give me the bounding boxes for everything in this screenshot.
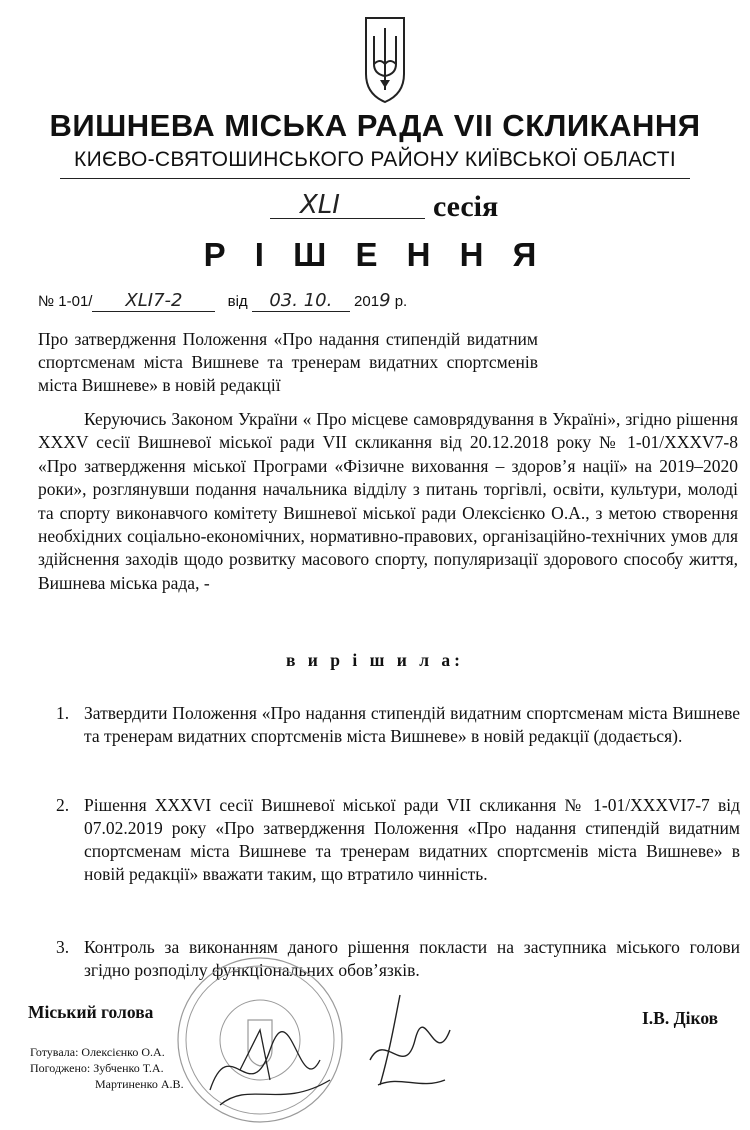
date-prefix: від	[227, 293, 248, 310]
year-digit: 9	[379, 290, 391, 311]
agreed-by-second: Мартиненко А.В.	[95, 1077, 184, 1091]
item-number: 2.	[56, 795, 70, 815]
document-title: Р І Ш Е Н Н Я	[203, 236, 547, 273]
decision-number: XLI7-2	[92, 290, 215, 312]
list-item	[56, 702, 740, 748]
header-divider	[60, 178, 690, 179]
session-underline	[270, 218, 425, 219]
agreed-by: Погоджено: Зубченко Т.А.	[30, 1061, 164, 1075]
item-number: 3.	[56, 937, 70, 957]
item-text: Затвердити Положення «Про надання стипендій видатним спортсменам міста Вишневе та тренерам видатних спортсменів міста Вишневе» в новій редакції (додається).	[84, 703, 740, 746]
decision-number-row	[38, 290, 407, 312]
list-item	[56, 794, 740, 886]
item-number: 1.	[56, 703, 70, 723]
number-prefix: № 1-01/	[38, 293, 93, 310]
resolved-heading: в и р і ш и л а:	[285, 650, 464, 670]
prepared-by: Готувала: Олексієнко О.А.	[30, 1045, 165, 1059]
session-label: сесія	[433, 190, 499, 223]
district-name: КИЄВО-СВЯТОШИНСЬКОГО РАЙОНУ КИЇВСЬКОЇ ОБЛАСТІ	[74, 148, 676, 171]
decision-date: 03. 10.	[252, 290, 350, 312]
council-name: ВИШНЕВА МІСЬКА РАДА VII СКЛИКАННЯ	[49, 108, 701, 143]
signature-scribble-icon	[200, 1010, 340, 1120]
mayor-name: І.В. Діков	[642, 1008, 719, 1028]
year-suffix: р.	[394, 293, 408, 310]
item-text: Контроль за виконанням даного рішення покласти на заступника міського голови згідно розподілу функціональних обов’язків.	[84, 937, 740, 980]
decision-subject: Про затвердження Положення «Про надання стипендій видатним спортсменам міста Вишневе та тренерам видатних спортсменів міста Вишневе» в новій редакції	[38, 329, 538, 395]
preamble-text: Керуючись Законом України « Про місцеве самоврядування в Україні», згідно рішення XXXV сесії Вишневої міської ради VII скликання від 20.12.2018 року № 1-01/XXXV7-8 «Про затвердження міської Програми «Фізичне виховання – здоров’я нації» на 2019–2020 роки», розглянувши подання начальника відділу з питань торгівлі, освіти, культури, молоді та спорту виконавчого комітету Вишневої міської ради Олексієнко О.А., з метою створення необхідних соціально-економічних, нормативно-правових, організаційно-технічних умов для здійснення заходів щодо розвитку масового спорту, популяризації здорового способу життя, Вишнева міська рада, -	[38, 409, 738, 593]
session-number: XLI	[300, 190, 340, 220]
trident-coat-of-arms-icon	[360, 14, 410, 104]
mayor-signature-icon	[350, 990, 460, 1100]
list-item	[56, 936, 740, 982]
year-prefix: 201	[354, 293, 380, 310]
preamble	[38, 408, 738, 595]
item-text: Рішення XXXVI сесії Вишневої міської ради VII скликання № 1-01/XXXVI7-7 від 07.02.2019 року «Про затвердження Положення «Про надання стипендій видатним спортсменам міста Вишневе та тренерам видатних спортсменів міста Вишневе» в новій редакції» вважати таким, що втратило чинність.	[84, 795, 740, 884]
mayor-title: Міський голова	[28, 1002, 154, 1022]
